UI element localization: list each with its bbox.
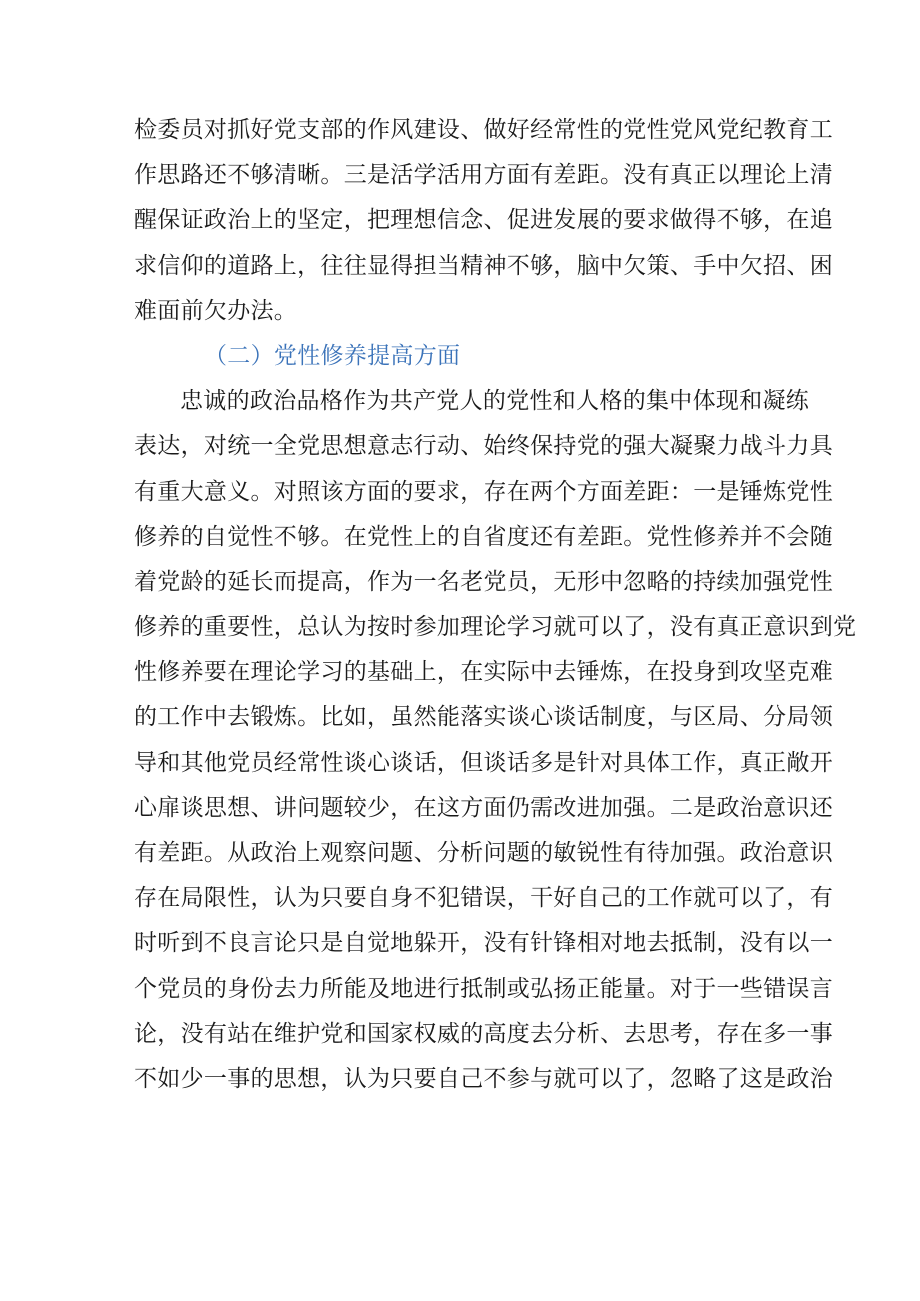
- body-line: 求信仰的道路上，往往显得担当精神不够，脑中欠策、手中欠招、困: [134, 252, 833, 279]
- body-line: 的工作中去锻炼。比如，虽然能落实谈心谈话制度，与区局、分局领: [134, 704, 833, 731]
- body-line: 论，没有站在维护党和国家权威的高度去分析、去思考，存在多一事: [134, 1020, 833, 1047]
- body-line: 修养的自觉性不够。在党性上的自省度还有差距。党性修养并不会随: [134, 523, 833, 550]
- body-line: 性修养要在理论学习的基础上，在实际中去锤炼，在投身到攻坚克难: [134, 659, 833, 686]
- document-body: [134, 108, 857, 1102]
- body-line: 时听到不良言论只是自觉地躲开，没有针锋相对地去抵制，没有以一: [134, 930, 833, 957]
- body-line: 作思路还不够清晰。三是活学活用方面有差距。没有真正以理论上清: [134, 162, 833, 189]
- section-heading: （二）党性修养提高方面: [204, 342, 461, 369]
- body-line: 着党龄的延长而提高，作为一名老党员，无形中忽略的持续加强党性: [134, 568, 833, 595]
- body-line: 修养的重要性，总认为按时参加理论学习就可以了，没有真正意识到党: [134, 614, 857, 641]
- body-line: 醒保证政治上的坚定，把理想信念、促进发展的要求做得不够，在追: [134, 207, 833, 234]
- body-line: 表达，对统一全党思想意志行动、始终保持党的强大凝聚力战斗力具: [134, 433, 833, 460]
- body-line: 难面前欠办法。: [134, 297, 298, 324]
- body-line: 有重大意义。对照该方面的要求，存在两个方面差距：一是锤炼党性: [134, 478, 833, 505]
- body-line: 导和其他党员经常性谈心谈话，但谈话多是针对具体工作，真正敞开: [134, 749, 833, 776]
- body-line: 不如少一事的思想，认为只要自己不参与就可以了，忽略了这是政治: [134, 1065, 833, 1092]
- body-line: 存在局限性，认为只要自身不犯错误，干好自己的工作就可以了，有: [134, 885, 833, 912]
- body-line: 有差距。从政治上观察问题、分析问题的敏锐性有待加强。政治意识: [134, 840, 833, 866]
- body-line: 个党员的身份去力所能及地进行抵制或弘扬正能量。对于一些错误言: [134, 975, 833, 1002]
- body-line: 检委员对抓好党支部的作风建设、做好经常性的党性党风党纪教育工: [134, 117, 833, 143]
- body-line: 心扉谈思想、讲问题较少，在这方面仍需改进加强。二是政治意识还: [134, 794, 833, 821]
- body-line: 忠诚的政治品格作为共产党人的党性和人格的集中体现和凝练: [180, 388, 810, 415]
